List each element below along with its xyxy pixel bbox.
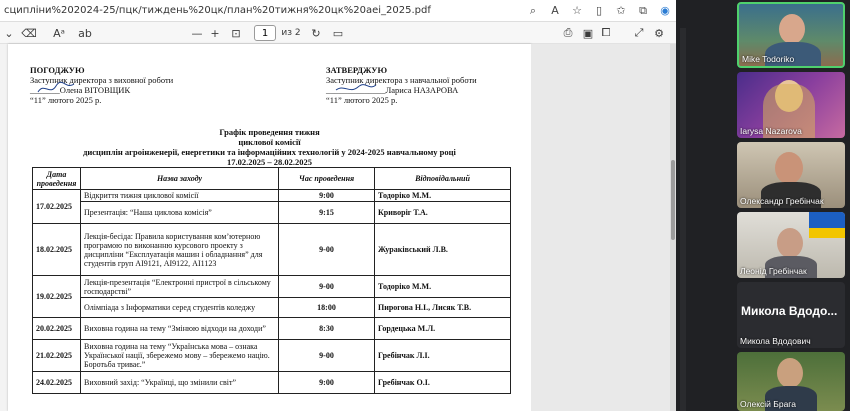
- date-cell: 17.02.2025: [33, 190, 81, 224]
- split-screen-icon[interactable]: ▯: [595, 4, 603, 17]
- participant-name: Микола Вдодович: [740, 336, 811, 346]
- participant-name: Олександр Гребінчак: [740, 196, 824, 206]
- participant-name: Iarysa Nazarova: [740, 126, 802, 136]
- copilot-icon[interactable]: ◉: [660, 4, 670, 17]
- flag-blue: [809, 212, 845, 228]
- participant-face: [775, 152, 803, 184]
- erase-icon[interactable]: ⌫: [21, 26, 37, 40]
- header-time: Час проведення: [279, 168, 375, 190]
- time-cell: 18:00: [279, 298, 375, 318]
- participant-face: [777, 358, 803, 388]
- settings-gear-icon[interactable]: ⚙: [654, 26, 664, 40]
- read-aloud-icon[interactable]: ab: [78, 26, 92, 40]
- responsible-cell: Жураківський Л.В.: [375, 224, 511, 276]
- page-number-input[interactable]: [254, 25, 276, 41]
- zoom-out-icon[interactable]: —: [191, 26, 203, 40]
- table-row: [33, 318, 511, 340]
- scrollbar-thumb[interactable]: [671, 160, 675, 240]
- approve-right-title: ЗАТВЕРДЖУЮ: [326, 65, 388, 75]
- approve-left-name: _______Олена ВІТОВЩИК: [30, 85, 131, 95]
- participant-name: Леонід Гребінчак: [740, 266, 807, 276]
- header-responsible: Відповідальний: [375, 168, 511, 190]
- participant-face: [777, 228, 803, 258]
- responsible-cell: Гордецька М.Л.: [375, 318, 511, 340]
- approve-right-position: Заступник директора з навчальної роботи: [326, 75, 477, 85]
- table-header-row: [33, 168, 511, 190]
- header-event: Назва заходу: [81, 168, 279, 190]
- fit-page-icon[interactable]: ⊡: [231, 26, 241, 40]
- extensions-icon[interactable]: ⧉: [639, 3, 647, 17]
- zoom-icon[interactable]: ⌕: [529, 3, 537, 17]
- table-row: [33, 298, 511, 318]
- time-cell: 9:00: [279, 372, 375, 394]
- date-cell: 18.02.2025: [33, 224, 81, 276]
- table-row: [33, 372, 511, 394]
- time-cell: 9-00: [279, 224, 375, 276]
- date-cell: 21.02.2025: [33, 340, 81, 372]
- favorite-star-icon[interactable]: ☆: [572, 4, 582, 17]
- responsible-cell: Тодоріко М.М.: [375, 190, 511, 202]
- participant-tile[interactable]: [737, 282, 845, 348]
- approve-left-title: ПОГОДЖУЮ: [30, 65, 85, 75]
- save-as-icon[interactable]: ⧠: [601, 26, 611, 39]
- participant-name: Олексій Брага: [740, 399, 796, 409]
- participant-face: [779, 14, 805, 44]
- participant-name: Mike Todoriko: [742, 54, 795, 64]
- participant-tile[interactable]: [737, 2, 845, 68]
- rotate-icon[interactable]: ↻: [311, 26, 321, 40]
- event-cell: Виховна година на тему “Змінюю відходи на доходи”: [81, 318, 279, 340]
- text-icon[interactable]: Aᵃ: [53, 26, 65, 40]
- title-line-4: 17.02.2025 – 28.02.2025: [227, 157, 312, 167]
- date-cell: 24.02.2025: [33, 372, 81, 394]
- time-cell: 8:30: [279, 318, 375, 340]
- responsible-cell: Тодоріко М.М.: [375, 276, 511, 298]
- fullscreen-icon[interactable]: ⤢: [634, 26, 644, 39]
- table-row: [33, 340, 511, 372]
- save-icon[interactable]: ▣: [582, 26, 594, 40]
- event-cell: Лекція-бесіда: Правила користування ком’ютерною програмою по виконанню курсового проекту з дисципліни “Експлуатація машин і обладнання” для студентів груп АІ9121, АІ9122, АІ1123: [81, 224, 279, 276]
- page-total: из 2: [281, 28, 301, 38]
- responsible-cell: Криворіг Т.А.: [375, 202, 511, 224]
- title-line-2: циклової комісії: [238, 137, 301, 147]
- date-cell: 19.02.2025: [33, 276, 81, 318]
- read-aloud-icon[interactable]: A: [551, 4, 559, 17]
- meeting-scrollbar[interactable]: [680, 28, 686, 411]
- title-line-1: Графік проведення тижня: [219, 127, 320, 137]
- signature-left-icon: [36, 80, 76, 98]
- url-text[interactable]: сципліни%202024-25/пцк/тиждень%20цк/план%20тижня%20цк%20aei_2025.pdf: [4, 5, 431, 16]
- event-cell: Виховна година на тему “Українська мова – ознака Української нації, збережемо мову – збережемо націю. Боротьба триває.”: [81, 340, 279, 372]
- approve-left-position: Заступник директора з виховної роботи: [30, 75, 174, 85]
- approve-right-date: “11” лютого 2025 р.: [326, 95, 398, 105]
- zoom-in-icon[interactable]: +: [210, 26, 220, 40]
- print-icon[interactable]: ⎙: [563, 26, 573, 39]
- time-cell: 9:15: [279, 202, 375, 224]
- pdf-toolbar: [0, 22, 676, 44]
- participant-tile[interactable]: [737, 72, 845, 138]
- participant-tile[interactable]: [737, 352, 845, 411]
- event-cell: Лекція-презентація “Електронні пристрої в сільському господарстві”: [81, 276, 279, 298]
- event-cell: Виховний захід: “Українці, що змінили світ”: [81, 372, 279, 394]
- table-row: [33, 224, 511, 276]
- viewer-background: [531, 44, 676, 411]
- time-cell: 9:00: [279, 190, 375, 202]
- responsible-cell: Гребінчак Л.І.: [375, 340, 511, 372]
- time-cell: 9-00: [279, 340, 375, 372]
- table-row: [33, 276, 511, 298]
- participant-large-name: Микола Вдодо...: [741, 304, 838, 318]
- flag-yellow: [809, 228, 845, 238]
- responsible-cell: Гребінчак О.І.: [375, 372, 511, 394]
- page-view-icon[interactable]: ▭: [332, 26, 344, 40]
- approve-right-name: ______________Лариса НАЗАРОВА: [326, 85, 459, 95]
- participant-tile[interactable]: [737, 212, 845, 278]
- date-cell: 20.02.2025: [33, 318, 81, 340]
- responsible-cell: Пирогова Н.І., Лисяк Т.В.: [375, 298, 511, 318]
- header-date: Дата проведення: [33, 168, 81, 190]
- draw-dropdown-chevron-icon[interactable]: ⌄: [4, 26, 14, 40]
- favorites-icon[interactable]: ✩: [616, 4, 626, 17]
- event-cell: Презентація: “Наша циклова комісія”: [81, 202, 279, 224]
- address-bar[interactable]: [0, 0, 676, 22]
- title-line-3: дисциплін агроінженерії, енергетики та інформаційних технологій у 2024-2025 навчальному році: [83, 147, 456, 157]
- schedule-table: [32, 167, 511, 394]
- event-cell: Олімпіада з Інформатики серед студентів коледжу: [81, 298, 279, 318]
- signature-right-icon: [334, 82, 378, 96]
- event-cell: Відкриття тижня циклової комісії: [81, 190, 279, 202]
- approve-left-date: “11” лютого 2025 р.: [30, 95, 102, 105]
- pdf-page: [8, 44, 531, 411]
- document-title: [8, 127, 531, 167]
- participant-tile[interactable]: [737, 142, 845, 208]
- table-row: [33, 202, 511, 224]
- time-cell: 9-00: [279, 276, 375, 298]
- table-row: [33, 190, 511, 202]
